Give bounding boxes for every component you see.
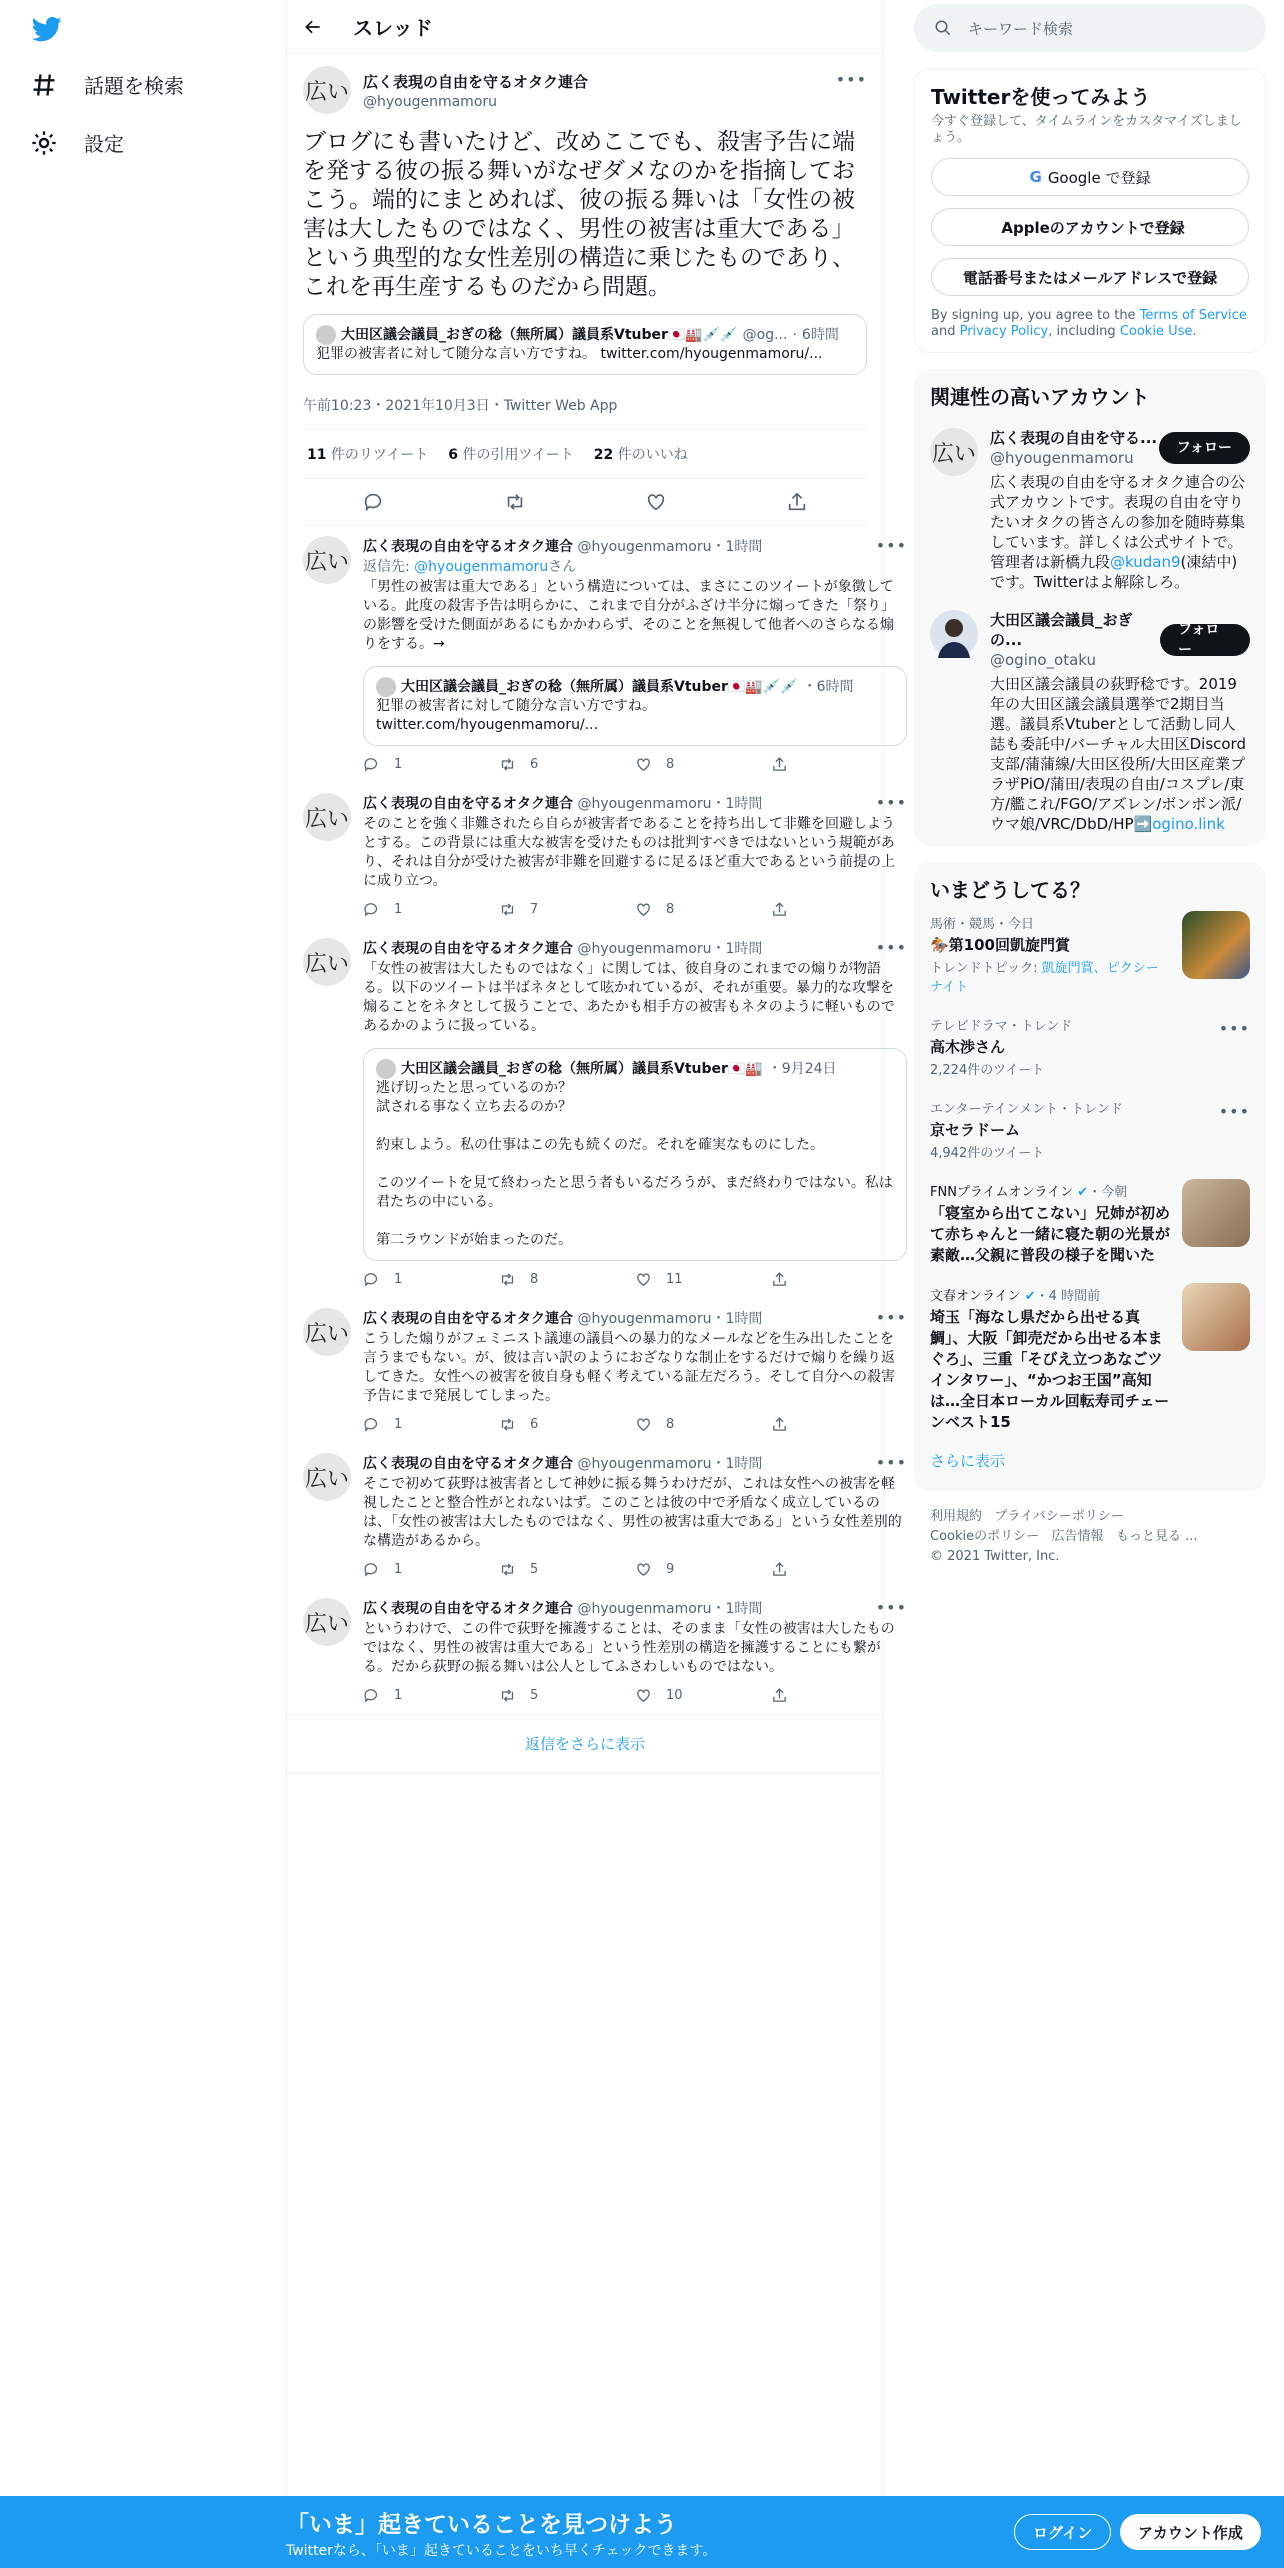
related-account[interactable]: 広い 広く表現の自由を守る... @hyougenmamoru フォロー 広く表現の自由を守るオタク連合の公式アカウントです。表現の自由を守りたいオタクの皆さんの参加を随時募集しています。詳しくは公式サイトで。管理者は新橋九段@kudan9(凍結中)です。Twitterはよ解除しろ。 <box>930 428 1250 592</box>
tweet-text: というわけで、この件で荻野を擁護することは、そのまま「女性の被害は大したものではなく、男性の被害は重大である」という性差別の構造を擁護することにも繋がる。だから荻野の振る舞いは公人としてふさわしいものではない。 <box>363 1621 895 1675</box>
share-button[interactable] <box>771 901 907 918</box>
tweet-meta[interactable]: 午前10:23・2021年10月3日・Twitter Web App <box>303 381 867 430</box>
reply-to: 返信先: @hyougenmamoruさん <box>363 559 577 575</box>
trend-item[interactable]: 文春オンライン ✔・4 時間前 埼玉「海なし県だから出せる真鯛」、大阪「卸売だから出せる本まぐろ」、三重「そびえ立つあなごツインタワー」、“かつお王国”高知は…全日本ローカル回転寿司チェーンベスト15 <box>930 1275 1250 1442</box>
reply-button[interactable]: 1 <box>363 1416 499 1433</box>
reply-tweet[interactable] <box>287 526 907 783</box>
author-name[interactable]: 広く表現の自由を守るオタク連合 <box>363 72 589 91</box>
reply-tweet[interactable] <box>287 1443 907 1588</box>
retweet-button[interactable]: 7 <box>499 901 635 918</box>
follow-button[interactable]: フォロー <box>1160 624 1250 656</box>
like-button[interactable]: 8 <box>635 901 771 918</box>
google-icon: G <box>1029 168 1042 186</box>
login-button[interactable]: ログイン <box>1014 2514 1111 2550</box>
trend-item[interactable]: テレビドラマ・トレンド 高木渉さん 2,224件のツイート ••• <box>930 1019 1250 1078</box>
more-icon[interactable]: ••• <box>1218 1102 1250 1121</box>
tweet-text: ブログにも書いたけど、改めここでも、殺害予告に端を発する彼の振る舞いがなぜダメなのかを指摘しておこう。端的にまとめれば、彼の振る舞いは「女性の被害は大したものではなく、男性の被害は重大である」という典型的な女性差別の構造に乗じたものであり、これを再生産するものだから問題。 <box>303 129 855 300</box>
related-accounts-card <box>914 369 1266 846</box>
share-icon <box>771 756 788 773</box>
like-button[interactable]: 9 <box>635 1561 771 1578</box>
quote-author-name: 大田区議会議員_おぎの稔（無所属）議員系Vtuber🇯🇵🏭 <box>401 1060 763 1077</box>
tweet-text: 「女性の被害は大したものではなく」に関しては、彼自身のこれまでの煽りが物語る。以下のツイートは半ばネタとして呟かれているが、それが重要。暴力的な攻撃を煽ることをネタとして扱うことで、あたかも相手方の被害もネタのように軽いものであるかのように扱っている。 <box>363 961 895 1034</box>
signup-title: Twitterを使ってみよう <box>931 85 1151 109</box>
reply-actions <box>363 1687 907 1714</box>
reply-button[interactable]: 1 <box>363 756 499 773</box>
twitter-logo-icon[interactable] <box>30 14 64 44</box>
quote-text: 犯罪の被害者に対して随分な言い方ですね。 twitter.com/hyougenmamoru/... <box>376 698 656 733</box>
reply-button[interactable]: 1 <box>363 1561 499 1578</box>
share-icon <box>771 1416 788 1433</box>
account-handle: @ogino_otaku <box>990 651 1097 669</box>
tweet-text: 「男性の被害は重大である」という構造については、まさにこのツイートが象徴している。此度の殺害予告は明らかに、これまで自分がふざけ半分に煽ってきた「祭り」の影響を受けた側面があるにもかかわらず、そのことを無視して他者へのさらなる煽りをする。→ <box>363 579 895 652</box>
retweet-icon <box>499 756 516 773</box>
main-tweet <box>287 54 883 526</box>
hashtag-icon <box>30 71 58 99</box>
back-arrow-icon[interactable] <box>303 17 323 37</box>
tweet-time[interactable]: ・1時間 <box>711 796 763 812</box>
reply-tweet[interactable] <box>287 783 907 928</box>
reply-actions <box>363 1416 907 1443</box>
left-nav <box>0 0 286 2568</box>
signup-button[interactable]: アカウント作成 <box>1120 2514 1261 2550</box>
reply-actions <box>363 1561 907 1588</box>
like-icon <box>635 1271 652 1288</box>
avatar[interactable]: 広い <box>930 428 978 476</box>
reply-icon <box>363 1561 380 1578</box>
account-handle: @hyougenmamoru <box>990 449 1134 467</box>
trends-show-more[interactable]: さらに表示 <box>930 1452 1006 1470</box>
like-icon <box>635 901 652 918</box>
quote-text: 犯罪の被害者に対して随分な言い方ですね。 twitter.com/hyougenmamoru/... <box>316 346 823 362</box>
footer-privacy-link[interactable]: プライバシーポリシー <box>994 1509 1124 1524</box>
search-input[interactable]: キーワード検索 <box>914 4 1266 52</box>
more-icon[interactable]: ••• <box>875 793 907 812</box>
author-name[interactable]: 広く表現の自由を守るオタク連合 <box>363 1456 573 1472</box>
author-handle[interactable]: @hyougenmamoru <box>577 539 712 555</box>
trend-item[interactable]: FNNプライムオンライン ✔・今朝 「寝室から出てこない」兄姉が初めて赤ちゃんと一緒に寝た朝の光景が素敵…父親に普段の様子を聞いた <box>930 1171 1250 1275</box>
more-icon[interactable]: ••• <box>875 1453 907 1472</box>
retweet-icon[interactable] <box>504 491 526 513</box>
related-account[interactable] <box>930 610 1250 834</box>
copyright: © 2021 Twitter, Inc. <box>930 1549 1060 1564</box>
right-sidebar <box>914 0 1266 1583</box>
author-handle[interactable]: @hyougenmamoru <box>363 93 498 110</box>
reply-icon <box>363 901 380 918</box>
verified-icon: ✔ <box>1077 1185 1089 1200</box>
share-icon <box>771 1271 788 1288</box>
quote-time: ・6時間 <box>802 678 854 695</box>
quote-handle: @og... <box>742 326 788 343</box>
like-icon <box>635 1561 652 1578</box>
account-bio: 広く表現の自由を守るオタク連合の公式アカウントです。表現の自由を守りたいオタクの皆さんの参加を随時募集しています。詳しくは公式サイトで。管理者は新橋九段 <box>990 473 1246 571</box>
reply-to-link[interactable]: @hyougenmamoru <box>414 559 549 575</box>
trend-topic-links[interactable]: 凱旋門賞、ピクシーナイト <box>930 961 1159 995</box>
avatar[interactable]: 広い <box>303 66 351 114</box>
gear-icon <box>30 129 58 157</box>
show-more-replies[interactable]: 返信をさらに表示 <box>287 1714 883 1773</box>
share-icon <box>771 1687 788 1704</box>
footer-cookie-link[interactable]: Cookieのポリシー <box>930 1529 1040 1544</box>
author-handle[interactable]: @hyougenmamoru <box>577 1456 712 1472</box>
quote-author-name: 大田区議会議員_おぎの稔（無所属）議員系Vtuber🇯🇵🏭💉💉 <box>341 326 738 343</box>
quoted-tweet[interactable] <box>363 1048 907 1261</box>
share-button[interactable] <box>771 756 907 773</box>
retweet-button[interactable]: 6 <box>499 1416 635 1433</box>
author-name[interactable]: 広く表現の自由を守るオタク連合 <box>363 941 573 957</box>
reply-icon <box>363 1271 380 1288</box>
trends-title: いまどうしてる？ <box>930 878 1090 902</box>
avatar[interactable]: 広い <box>303 1453 351 1501</box>
signup-legal: By signing up, you agree to the Terms of Service and Privacy Policy, including Cookie Use. <box>931 308 1247 339</box>
person-photo-icon <box>930 610 978 658</box>
tweet-stats <box>303 430 867 479</box>
verified-icon: ✔ <box>1024 1289 1036 1304</box>
trend-item[interactable]: エンターテインメント・トレンド 京セラドーム 4,942件のツイート ••• <box>930 1102 1250 1161</box>
reply-button[interactable]: 1 <box>363 901 499 918</box>
signup-banner <box>0 2496 1284 2568</box>
footer-ads-link[interactable]: 広告情報 <box>1051 1529 1104 1544</box>
share-icon <box>771 901 788 918</box>
tweet-time[interactable]: ・1時間 <box>711 1456 763 1472</box>
signup-card <box>914 68 1266 353</box>
retweet-icon <box>499 1561 516 1578</box>
nav-explore[interactable]: 話題を検索 <box>30 70 184 99</box>
footer-more-link[interactable]: もっと見る ... <box>1115 1529 1198 1544</box>
tweet-time[interactable]: ・1時間 <box>711 1601 763 1617</box>
phone-signup-button[interactable]: 電話番号またはメールアドレスで登録 <box>931 258 1249 296</box>
author-handle[interactable]: @hyougenmamoru <box>577 941 712 957</box>
account-bio: 大田区議会議員の荻野稔です。2019年の大田区議会議員選挙で2期目当選。議員系Vtuberとして活動し同人誌も委託中/バーチャル大田区Discord支部/蒲蒲線/大田区役所/大田区産業プラザPiO/蒲田/表現の自由/コスプレ/東方/艦これ/FGO/アズレン/ボンボン派/ウマ娘/VRC/DbD/HP <box>990 675 1246 833</box>
author-handle[interactable]: @hyougenmamoru <box>577 1311 712 1327</box>
tweet-actions <box>303 479 867 526</box>
reply-tweet[interactable] <box>287 1298 907 1443</box>
quote-time: 6時間 <box>801 326 839 343</box>
trends-card <box>914 862 1266 1491</box>
reply-icon <box>363 1687 380 1704</box>
reply-tweet[interactable] <box>287 928 907 1298</box>
reply-icon[interactable] <box>363 491 385 513</box>
privacy-link[interactable]: Privacy Policy <box>959 324 1049 339</box>
reply-actions <box>363 1271 907 1298</box>
like-icon <box>635 1687 652 1704</box>
bio-link[interactable]: ➡️ogino.link <box>1133 815 1225 833</box>
reply-button[interactable]: 1 <box>363 1687 499 1704</box>
like-button[interactable]: 11 <box>635 1271 771 1288</box>
reply-icon <box>363 756 380 773</box>
sidebar-footer <box>914 1491 1266 1583</box>
quote-time: ・9月24日 <box>767 1060 837 1077</box>
avatar[interactable] <box>930 610 978 658</box>
trend-item[interactable]: 馬術・競馬・今日 🏇第100回凱旋門賞 トレンドトピック: 凱旋門賞、ピクシーナイト <box>930 903 1250 1005</box>
quoted-tweet[interactable] <box>363 666 907 746</box>
more-icon[interactable]: ••• <box>835 70 867 89</box>
trend-thumbnail <box>1182 911 1250 979</box>
author-name[interactable]: 広く表現の自由を守るオタク連合 <box>363 539 573 555</box>
share-button[interactable] <box>771 1271 907 1288</box>
retweet-count[interactable]: 11 件のリツイート <box>307 447 429 463</box>
quoted-tweet[interactable]: 大田区議会議員_おぎの稔（無所属）議員系Vtuber🇯🇵🏭💉💉 @og... · 6時間 犯罪の被害者に対して随分な言い方ですね。 twitter.com/hyougenmamoru/... <box>303 314 867 375</box>
avatar[interactable]: 広い <box>303 938 351 986</box>
account-name: 広く表現の自由を守る... <box>990 429 1158 447</box>
quote-count[interactable]: 6 件の引用ツイート <box>448 447 574 463</box>
like-icon <box>635 756 652 773</box>
footer-terms-link[interactable]: 利用規約 <box>930 1509 983 1524</box>
retweet-icon <box>499 901 516 918</box>
reply-tweet[interactable] <box>287 1588 907 1714</box>
retweet-button[interactable]: 5 <box>499 1687 635 1704</box>
quote-avatar <box>316 325 336 345</box>
author-handle[interactable]: @hyougenmamoru <box>577 1601 712 1617</box>
more-icon[interactable]: ••• <box>875 1308 907 1327</box>
reply-actions <box>363 901 907 928</box>
signup-subtitle: 今すぐ登録して、タイムラインをカスタマイズしましょう。 <box>931 114 1242 145</box>
share-button[interactable] <box>771 1561 907 1578</box>
google-signup-button[interactable]: G Google で登録 <box>931 158 1249 196</box>
more-icon[interactable]: ••• <box>875 1598 907 1617</box>
quote-avatar <box>376 1059 396 1079</box>
retweet-button[interactable]: 6 <box>499 756 635 773</box>
search-icon <box>934 19 952 37</box>
more-icon[interactable]: ••• <box>875 938 907 957</box>
quote-avatar <box>376 677 396 697</box>
reply-button[interactable]: 1 <box>363 1271 499 1288</box>
apple-signup-button[interactable]: Appleのアカウントで登録 <box>931 208 1249 246</box>
banner-title: 「いま」起きていることを見つけよう <box>286 2512 677 2538</box>
page-title: スレッド <box>353 16 433 40</box>
like-button[interactable]: 8 <box>635 1416 771 1433</box>
like-button[interactable]: 10 <box>635 1687 771 1704</box>
avatar[interactable]: 広い <box>303 536 351 584</box>
retweet-button[interactable]: 5 <box>499 1561 635 1578</box>
quote-text: 逃げ切ったと思っているのか？ 試される事なく立ち去るのか？ 約束しよう。私の仕事はこの先も続くのだ。それを確実なものにした。 このツイートを見て終わったと思う者もいるだろうが、まだ終わりではない。私は君たちの中にいる。 第二ラウンドが始まったのだ。 <box>376 1080 893 1248</box>
terms-link[interactable]: Terms of Service <box>1139 308 1247 323</box>
author-name[interactable]: 広く表現の自由を守るオタク連合 <box>363 1601 573 1617</box>
share-icon <box>771 1561 788 1578</box>
trend-thumbnail <box>1182 1283 1250 1351</box>
reply-list <box>287 526 907 1714</box>
tweet-text: こうした煽りがフェミニスト議連の議員への暴力的なメールなどを生み出したことを言うまでもない。が、彼は言い訳のようにおざなりな制止をするだけで煽りを繰り返してきた。女性への被害を彼自身も軽く考えている証左だろう。そして自分への殺害予告にまで発展してしまった。 <box>363 1331 895 1404</box>
avatar[interactable]: 広い <box>303 1598 351 1646</box>
more-icon[interactable]: ••• <box>875 536 907 555</box>
related-title: 関連性の高いアカウント <box>930 385 1150 409</box>
share-button[interactable] <box>771 1687 907 1704</box>
like-icon[interactable] <box>645 491 667 513</box>
like-count[interactable]: 22 件のいいね <box>593 447 688 463</box>
avatar[interactable]: 広い <box>303 1308 351 1356</box>
share-button[interactable] <box>771 1416 907 1433</box>
retweet-icon <box>499 1416 516 1433</box>
bio-link[interactable]: @kudan9 <box>1110 553 1181 571</box>
tweet-time[interactable]: ・1時間 <box>711 941 763 957</box>
tweet-time[interactable]: ・1時間 <box>711 1311 763 1327</box>
thread-header <box>287 0 883 54</box>
account-name: 大田区議会議員_おぎの... <box>990 611 1133 649</box>
retweet-icon <box>499 1687 516 1704</box>
thread-column <box>286 0 907 2568</box>
nav-settings[interactable]: 設定 <box>30 128 124 157</box>
reply-actions <box>363 756 907 783</box>
author-handle[interactable]: @hyougenmamoru <box>577 796 712 812</box>
author-name[interactable]: 広く表現の自由を守るオタク連合 <box>363 796 573 812</box>
author-name[interactable]: 広く表現の自由を守るオタク連合 <box>363 1311 573 1327</box>
like-button[interactable]: 8 <box>635 756 771 773</box>
trend-thumbnail <box>1182 1179 1250 1247</box>
like-icon <box>635 1416 652 1433</box>
cookie-link[interactable]: Cookie Use <box>1119 324 1193 339</box>
follow-button[interactable]: フォロー <box>1159 432 1250 464</box>
quote-author-name: 大田区議会議員_おぎの稔（無所属）議員系Vtuber🇯🇵🏭💉💉 <box>401 678 798 695</box>
retweet-icon <box>499 1271 516 1288</box>
share-icon[interactable] <box>786 491 808 513</box>
tweet-text: そのことを強く非難されたら自らが被害者であることを持ち出して非難を回避しようとする。この背景には重大な被害を受けたものは批判すべきではないという規範があり、それは自分が受けた被害が非難を回避するに足るほど重大であるという前提の上に成り立つ。 <box>363 816 895 889</box>
tweet-text: そこで初めて荻野は被害者として神妙に振る舞うわけだが、これは女性への被害を軽視したことと整合性がとれないはず。このことは彼の中で矛盾なく成立しているのは、「女性の被害は大したものではなく、男性の被害は重大である」という女性差別的な構造があるから。 <box>363 1476 902 1549</box>
retweet-button[interactable]: 8 <box>499 1271 635 1288</box>
avatar[interactable]: 広い <box>303 793 351 841</box>
tweet-time[interactable]: ・1時間 <box>711 539 763 555</box>
banner-subtitle: Twitterなら、「いま」起きていることをいち早くチェックできます。 <box>286 2543 717 2559</box>
reply-icon <box>363 1416 380 1433</box>
more-icon[interactable]: ••• <box>1218 1019 1250 1038</box>
